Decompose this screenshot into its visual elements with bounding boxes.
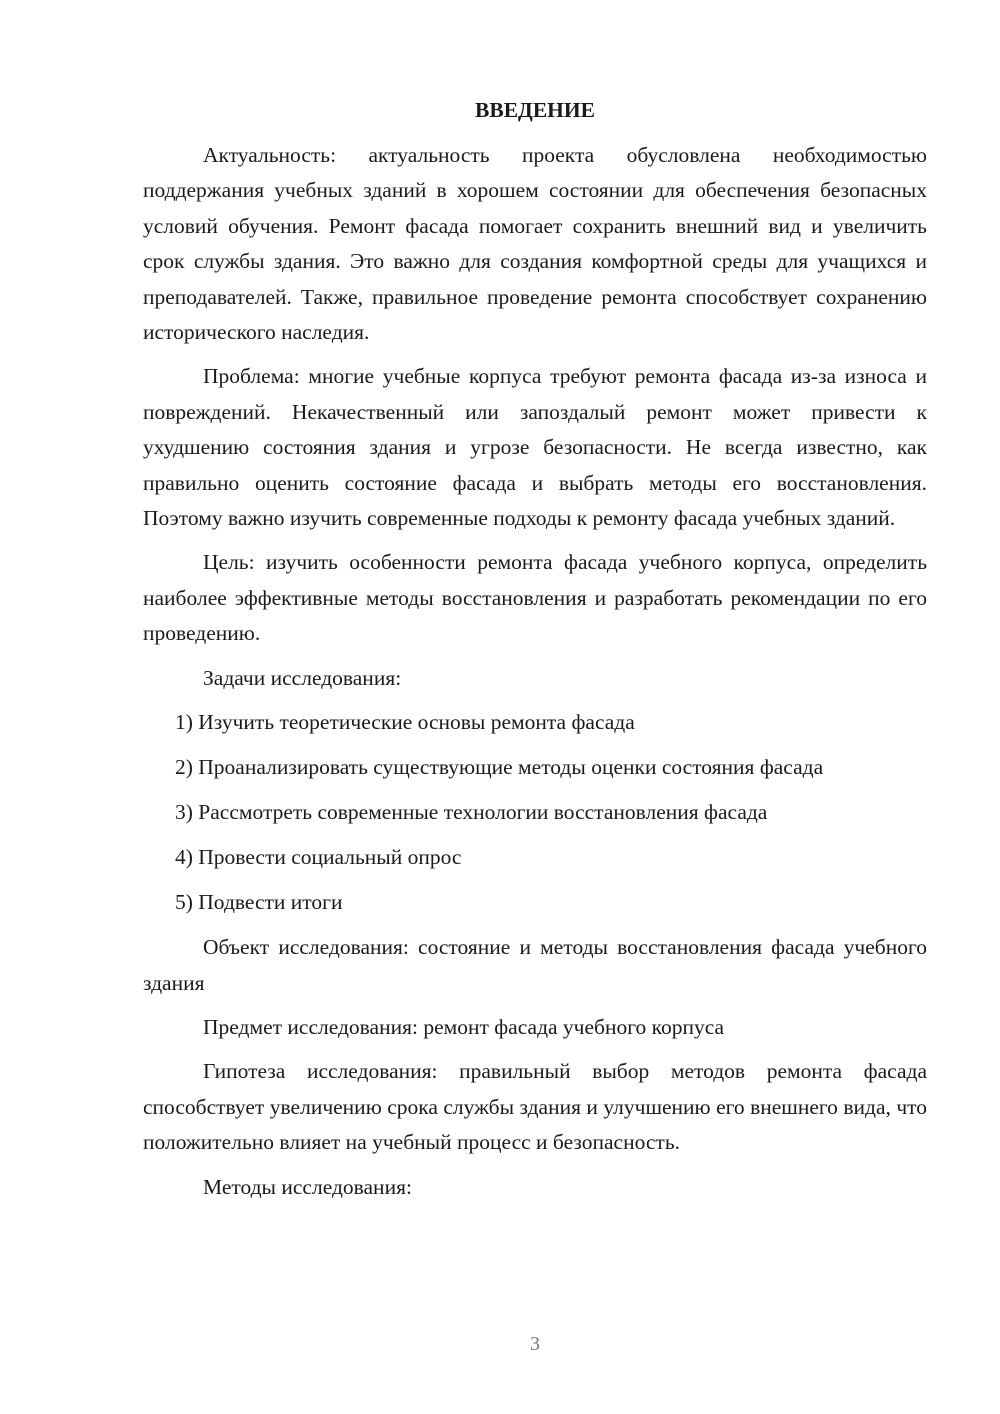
list-item: 2) Проанализировать существующие методы оценки состояния фасада [175,755,824,780]
paragraph-object: Объект исследования: состояние и методы восстановления фасада учебного здания [143,935,927,995]
page-title: ВВЕДЕНИЕ [475,98,595,122]
tasks-heading: Задачи исследования: [203,665,402,690]
paragraph-subject: Предмет исследования: ремонт фасада учебного корпуса [203,1014,725,1039]
tasks-list [143,705,927,920]
list-item: 3) Рассмотреть современные технологии восстановления фасада [175,800,768,825]
methods-heading: Методы исследования: [203,1174,412,1199]
paragraph-goal: Цель: изучить особенности ремонта фасада учебного корпуса, определить наиболее эффективные методы восстановления и разработать рекомендации по его проведению. [143,550,927,646]
paragraph-relevance: Актуальность: актуальность проекта обусловлена необходимостью поддержания учебных зданий в хорошем состоянии для обеспечения безопасных условий обучения. Ремонт фасада помогает сохранить внешний вид и увеличить срок службы здания. Это важно для создания комфортной среды для учащихся и преподавателей. Также, правильное проведение ремонта способствует сохранению исторического наследия. [143,143,927,345]
document-page [143,92,927,1214]
paragraph-hypothesis: Гипотеза исследования: правильный выбор методов ремонта фасада способствует увеличению срока службы здания и улучшению его внешнего вида, что положительно влияет на учебный процесс и безопасность. [143,1059,927,1155]
list-item: 1) Изучить теоретические основы ремонта фасада [175,710,635,735]
list-item: 5) Подвести итоги [175,890,343,915]
paragraph-problem: Проблема: многие учебные корпуса требуют ремонта фасада из-за износа и повреждений. Некачественный или запоздалый ремонт может привести к ухудшению состояния здания и угрозе безопасности. Не всегда известно, как правильно оценить состояние фасада и выбрать методы его восстановления. Поэтому важно изучить современные подходы к ремонту фасада учебных зданий. [143,364,927,531]
list-item: 4) Провести социальный опрос [175,845,462,870]
page-number: 3 [530,1333,540,1355]
